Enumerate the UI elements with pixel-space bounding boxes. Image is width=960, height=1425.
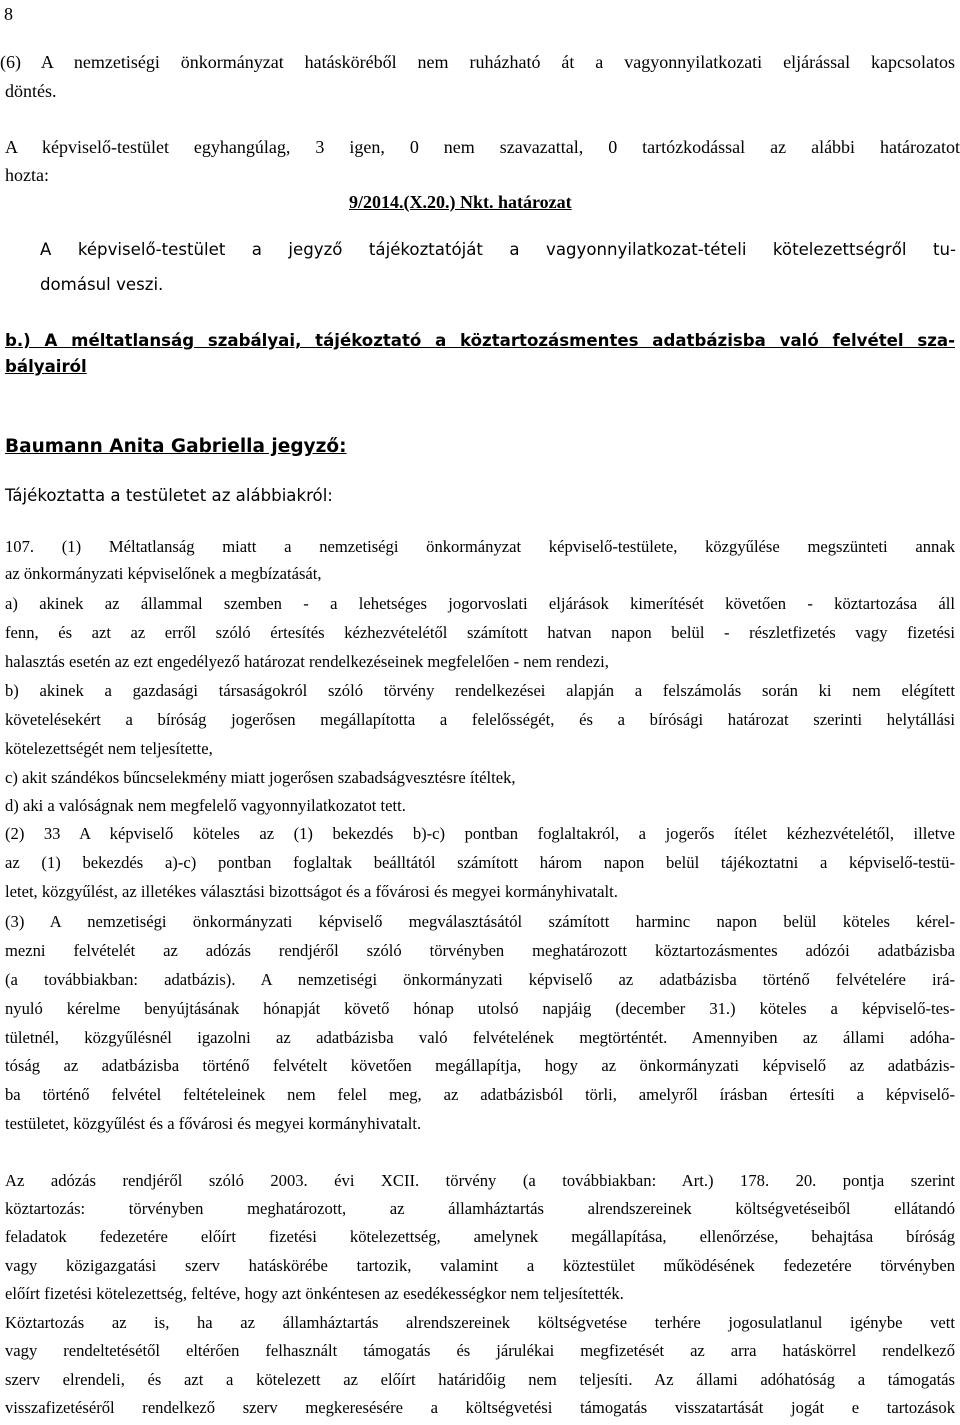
- law-text-line: az (1) bekezdés a)-c) pontban foglaltak beálltától számított három napon belül tájékoztatni a képviselő-testü-: [5, 853, 955, 872]
- speaker-name: Baumann Anita Gabriella jegyző:: [5, 436, 347, 457]
- law-text-line: tóság az adatbázisba történő felvételt követően megállapítja, hogy az önkormányzati képviselő az adatbázis-: [5, 1056, 955, 1075]
- vote-line-2: hozta:: [5, 165, 49, 185]
- law-text-line: fenn, és azt az erről szóló értesítés kézhezvételétől számított hatvan napon belül - részletfizetés vagy fizetési: [5, 623, 955, 642]
- art-text-line: vagy közigazgatási szerv hatáskörébe tartozik, valamint a köztestület működésének fedezetére törvényben: [5, 1256, 955, 1275]
- resolution-text-line-2: domásul veszi.: [40, 275, 164, 294]
- law-text-line: (a továbbiakban: adatbázis). A nemzetiségi önkormányzati képviselő az adatbázisba történő felvételére irá-: [5, 970, 955, 989]
- art-text-line: előírt fizetési kötelezettség, feltéve, hogy azt önkéntesen az esedékességkor nem teljesítették.: [5, 1284, 624, 1303]
- section-heading-line-2: bályairól: [5, 357, 87, 376]
- law-text-line: kötelezettségét nem teljesítette,: [5, 739, 213, 758]
- law-text-line: az önkormányzati képviselőnek a megbízatását,: [5, 564, 322, 583]
- law-text-line: mezni felvételét az adózás rendjéről szóló törvényben meghatározott köztartozásmentes adózói adatbázisba: [5, 941, 955, 960]
- law-text-line: követelésekért a bíróság jogerősen megállapította a felelősségét, és a bírósági határozat szerinti helytállási: [5, 710, 955, 729]
- law-text-line: (3) A nemzetiségi önkormányzati képviselő megválasztásától számított harminc napon belül köteles kérel-: [5, 912, 955, 931]
- section-heading-line-1: b.) A méltatlanság szabályai, tájékoztató a köztartozásmentes adatbázisba való felvétel sza-: [5, 331, 955, 350]
- law-text-line: c) akit szándékos bűncselekmény miatt jogerősen szabadságvesztésre ítéltek,: [5, 768, 516, 787]
- art-text-line: visszafizetéséről rendelkező szerv megkeresésére a költségvetési támogatás visszatartását jogát e tartozások: [5, 1398, 955, 1417]
- law-text-line: d) aki a valóságnak nem megfelelő vagyonnyilatkozatot tett.: [5, 796, 406, 815]
- art-text-line: feladatok fedezetére előírt fizetési kötelezettség, amelynek megállapítása, ellenőrzése, behajtása bíróság: [5, 1227, 955, 1246]
- paragraph-6-line-1: (6) A nemzetiségi önkormányzat hatásköréből nem ruházható át a vagyonnyilatkozati eljárással kapcsolatos: [0, 52, 955, 72]
- law-text-line: 107. (1) Méltatlanság miatt a nemzetiségi önkormányzat képviselő-testülete, közgyűlése megszünteti annak: [5, 537, 955, 556]
- law-text-line: ba történő felvétel feltételeinek nem felel meg, az adatbázisból törli, amelyről írásban értesíti a képviselő-: [5, 1085, 955, 1104]
- art-text-line: köztartozás: törvényben meghatározott, az államháztartás alrendszereinek költségvetéseiből ellátandó: [5, 1199, 955, 1218]
- paragraph-6-line-2: döntés.: [5, 81, 57, 101]
- resolution-text-line-1: A képviselő-testület a jegyző tájékoztatóját a vagyonnyilatkozat-tételi kötelezettségről tu-: [40, 240, 956, 259]
- art-text-line: Köztartozás az is, ha az államháztartás alrendszereinek költségvetése terhére jogosulatlanul igénybe vett: [5, 1313, 955, 1332]
- law-text-line: tületnél, közgyűlésnél igazolni az adatbázisba való felvételének megtörténtét. Amennyiben az állami adóha-: [5, 1028, 955, 1047]
- law-text-line: halasztás esetén az ezt engedélyező határozat rendelkezéseinek megfelelően - nem rendezi,: [5, 652, 609, 671]
- art-text-line: Az adózás rendjéről szóló 2003. évi XCII. törvény (a továbbiakban: Art.) 178. 20. pontja szerint: [5, 1171, 955, 1190]
- law-text-line: nyuló kérelme benyújtásának hónapját követő hónap utolsó napjáig (december 31.) köteles a képviselő-tes-: [5, 999, 955, 1018]
- law-text-line: testületet, közgyűlést és a fővárosi és megyei kormányhivatalt.: [5, 1114, 422, 1133]
- art-text-line: szerv elrendeli, és azt a kötelezett az előírt határidőig nem teljesíti. Az állami adóhatóság a támogatás: [5, 1370, 955, 1389]
- law-text-line: letet, közgyűlést, az illetékes választási bizottságot és a fővárosi és megyei kormányhivatalt.: [5, 882, 618, 901]
- art-text-line: vagy rendeltetésétől eltérően felhasznált támogatás és járulékai megfizetését az arra hatáskörrel rendelkező: [5, 1341, 955, 1360]
- page-number: 8: [4, 4, 13, 24]
- law-text-line: b) akinek a gazdasági társaságokról szóló törvény rendelkezései alapján a felszámolás során ki nem elégített: [5, 681, 955, 700]
- law-text-line: a) akinek az állammal szemben - a lehetséges jogorvoslati eljárások kimerítését követően - köztartozása áll: [5, 594, 955, 613]
- intro-text: Tájékoztatta a testületet az alábbiakról:: [5, 486, 333, 505]
- vote-line-1: A képviselő-testület egyhangúlag, 3 igen, 0 nem szavazattal, 0 tartózkodással az alábbi határozatot: [5, 137, 960, 157]
- law-text-line: (2) 33 A képviselő köteles az (1) bekezdés b)-c) pontban foglaltakról, a jogerős ítélet kézhezvételétől, illetve: [5, 824, 955, 843]
- resolution-title: 9/2014.(X.20.) Nkt. határozat: [349, 192, 572, 212]
